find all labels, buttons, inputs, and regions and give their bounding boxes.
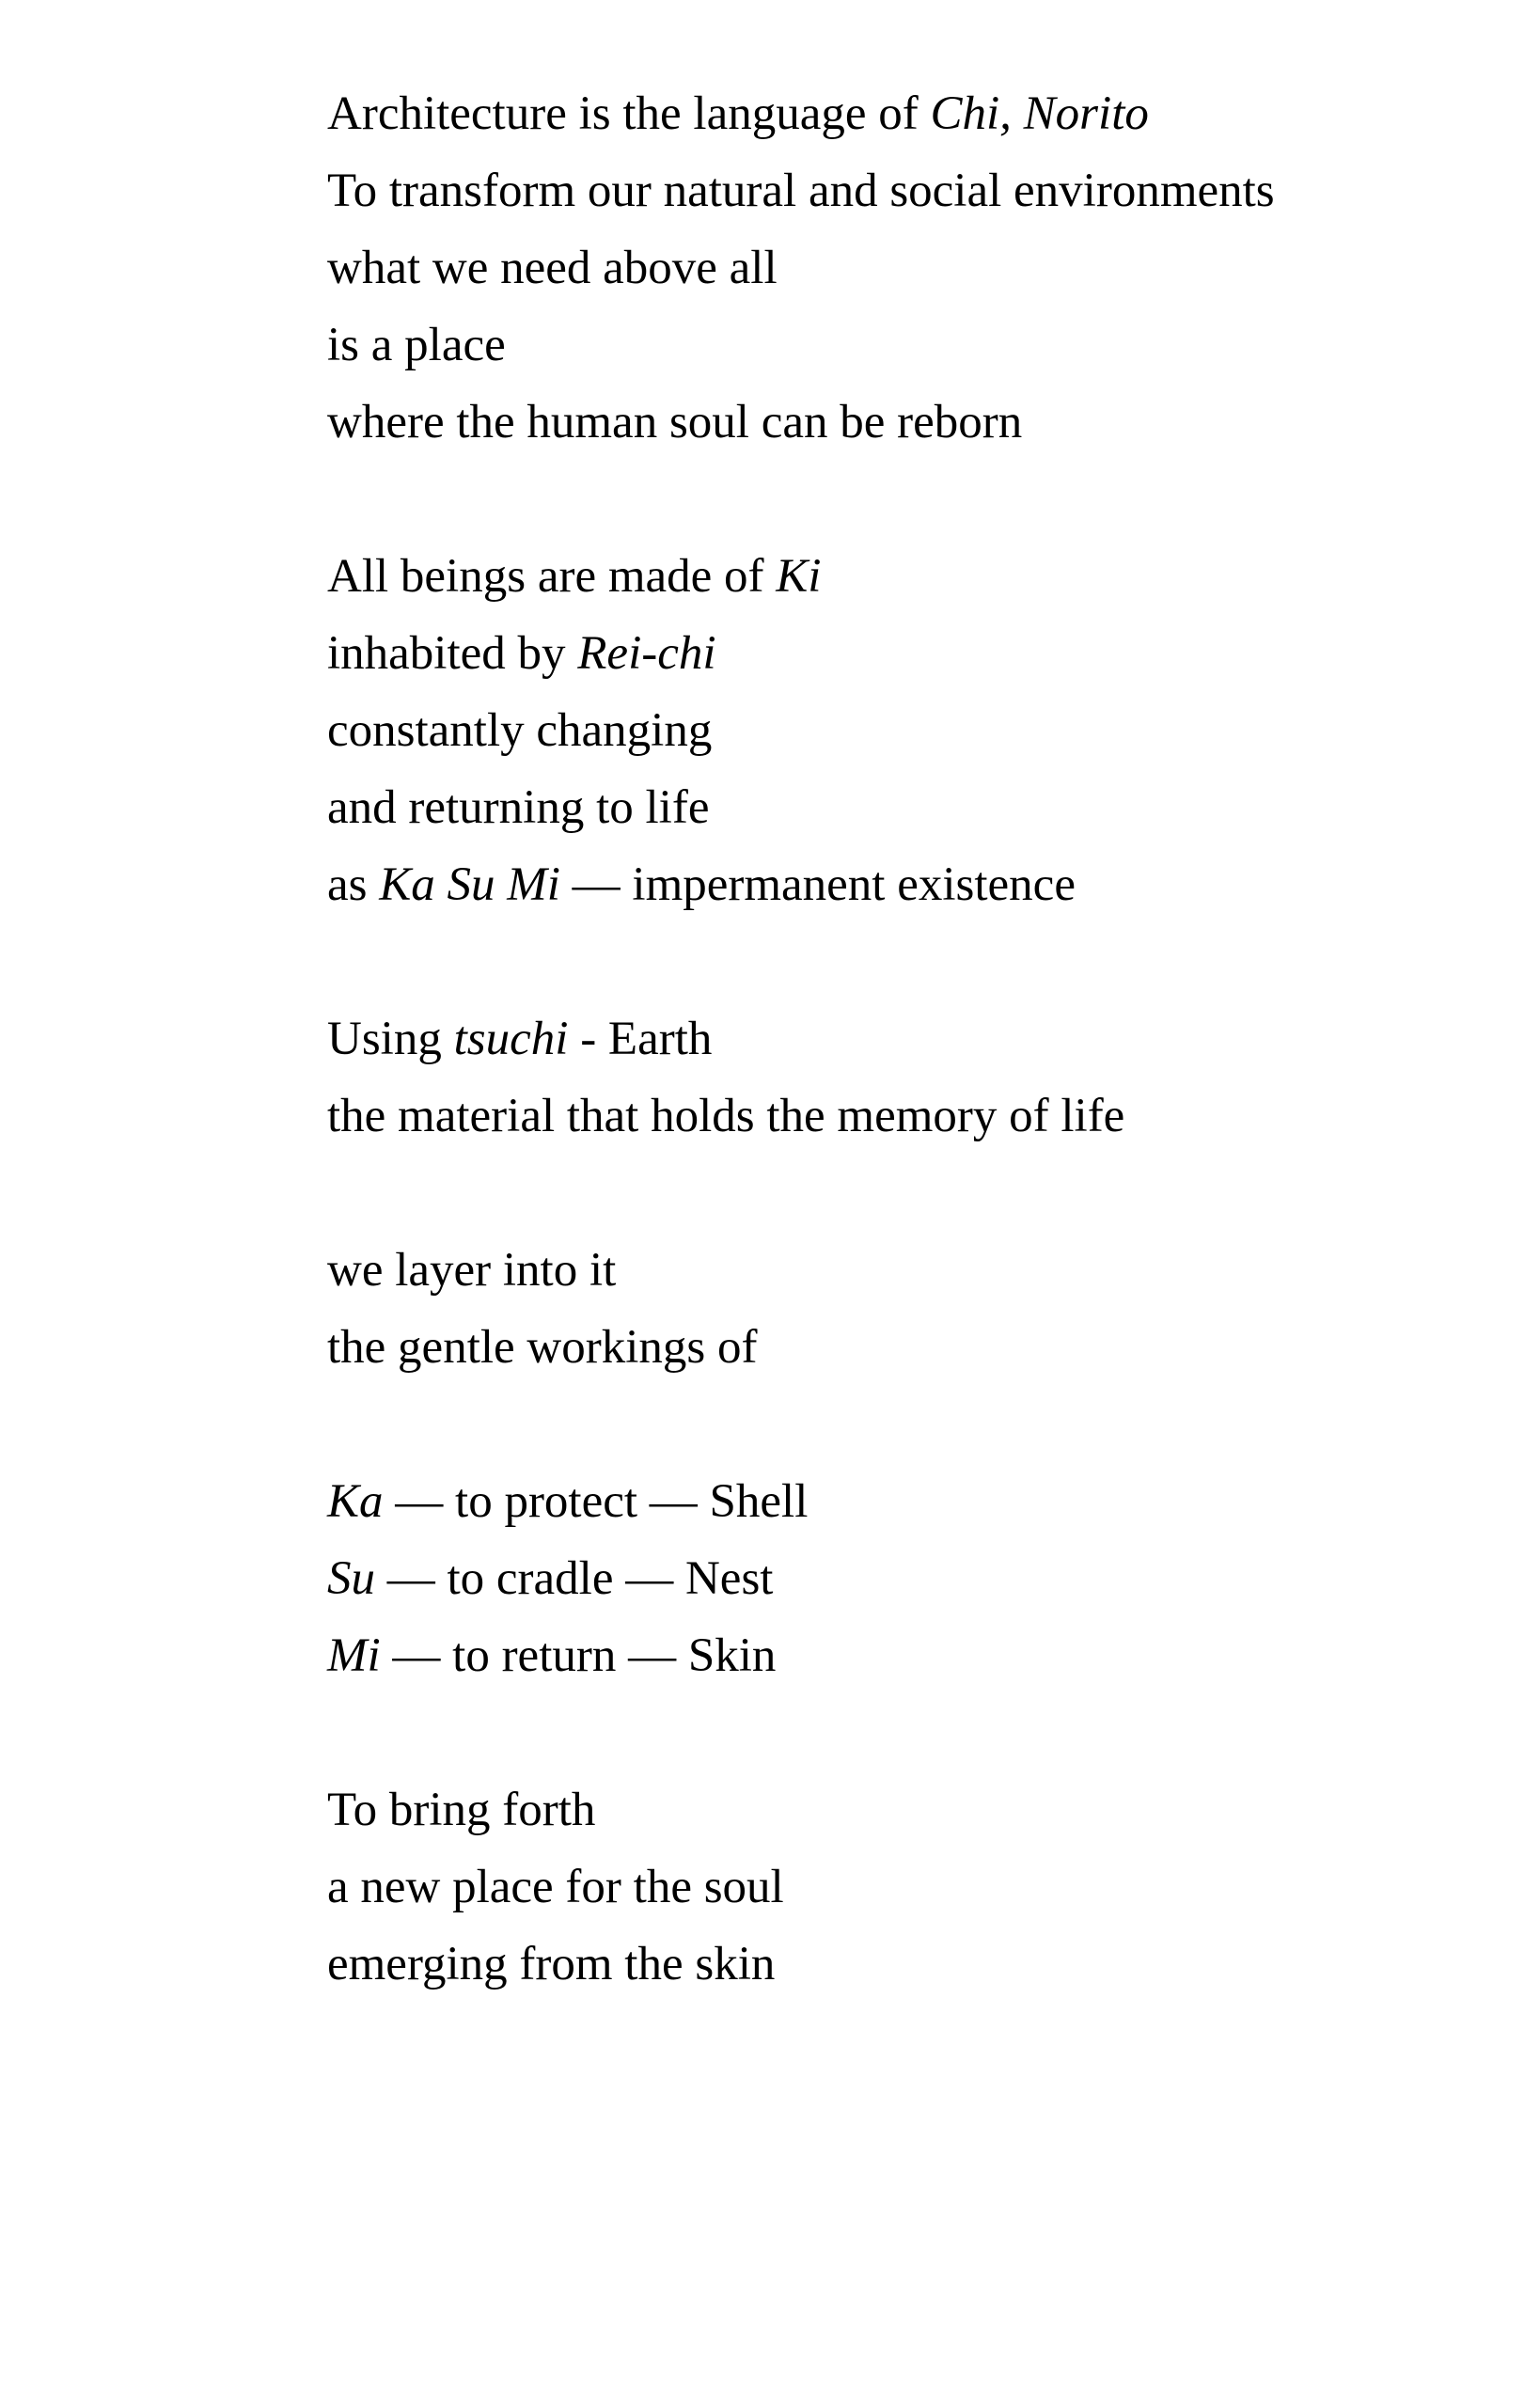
poem-line [327, 1232, 1484, 1309]
poem-segment-italic: tsuchi [453, 1013, 569, 1065]
poem-segment: is a place [327, 319, 506, 371]
stanza [327, 1771, 1484, 2003]
poem-line [327, 692, 1484, 769]
stanza [327, 75, 1484, 461]
poem-segment-italic: Ka Su Mi [379, 858, 560, 911]
poem-segment: we layer into it [327, 1244, 617, 1297]
poem-line [327, 1000, 1484, 1078]
poem-segment: — to cradle — Nest [375, 1552, 774, 1605]
poem-segment: Using [327, 1013, 454, 1065]
poem-line [327, 615, 1484, 692]
poem-segment: emerging from the skin [327, 1938, 776, 1990]
poem-line [327, 229, 1484, 307]
poem-segment: what we need above all [327, 242, 778, 294]
stanza [327, 538, 1484, 923]
stanza [327, 1000, 1484, 1155]
poem-line [327, 769, 1484, 846]
poem-segment: a new place for the soul [327, 1861, 784, 1913]
poem-segment: inhabited by [327, 627, 578, 680]
poem-segment-italic: Mi [327, 1629, 381, 1682]
poem-line [327, 1078, 1484, 1155]
poem-segment-italic: Rei-chi [577, 627, 716, 680]
poem-line [327, 538, 1484, 615]
poem-segment: - Earth [568, 1013, 713, 1065]
poem-segment-italic: Chi, Norito [930, 87, 1149, 140]
poem-line [327, 75, 1484, 152]
poem-segment: and returning to life [327, 781, 710, 834]
poem-line [327, 1617, 1484, 1694]
poem-segment-italic: Ki [776, 550, 822, 603]
poem-line [327, 1849, 1484, 1926]
poem-segment: the gentle workings of [327, 1321, 758, 1374]
poem-segment: — to protect — Shell [383, 1475, 809, 1528]
poem-line [327, 1309, 1484, 1386]
poem-segment: — to return — Skin [380, 1629, 777, 1682]
poem-line [327, 307, 1484, 384]
poem-line [327, 846, 1484, 923]
poem-segment: — impermanent existence [559, 858, 1076, 911]
poem-segment: To bring forth [327, 1784, 596, 1836]
poem-line [327, 1926, 1484, 2003]
poem-line [327, 1771, 1484, 1849]
poem-segment: where the human soul can be reborn [327, 396, 1023, 448]
poem-line [327, 152, 1484, 229]
poem-line [327, 1463, 1484, 1540]
poem-segment: the material that holds the memory of life [327, 1090, 1125, 1142]
poem-segment: Architecture is the language of [327, 87, 931, 140]
stanza [327, 1463, 1484, 1694]
poem-segment: constantly changing [327, 704, 713, 757]
poem-segment-italic: Su [327, 1552, 375, 1605]
poem-line [327, 384, 1484, 461]
poem-segment-italic: Ka [327, 1475, 384, 1528]
poem-line [327, 1540, 1484, 1617]
poem-segment: All beings are made of [327, 550, 777, 603]
poem-segment: To transform our natural and social environments [327, 165, 1275, 217]
stanza [327, 1232, 1484, 1386]
poem-segment: as [327, 858, 380, 911]
